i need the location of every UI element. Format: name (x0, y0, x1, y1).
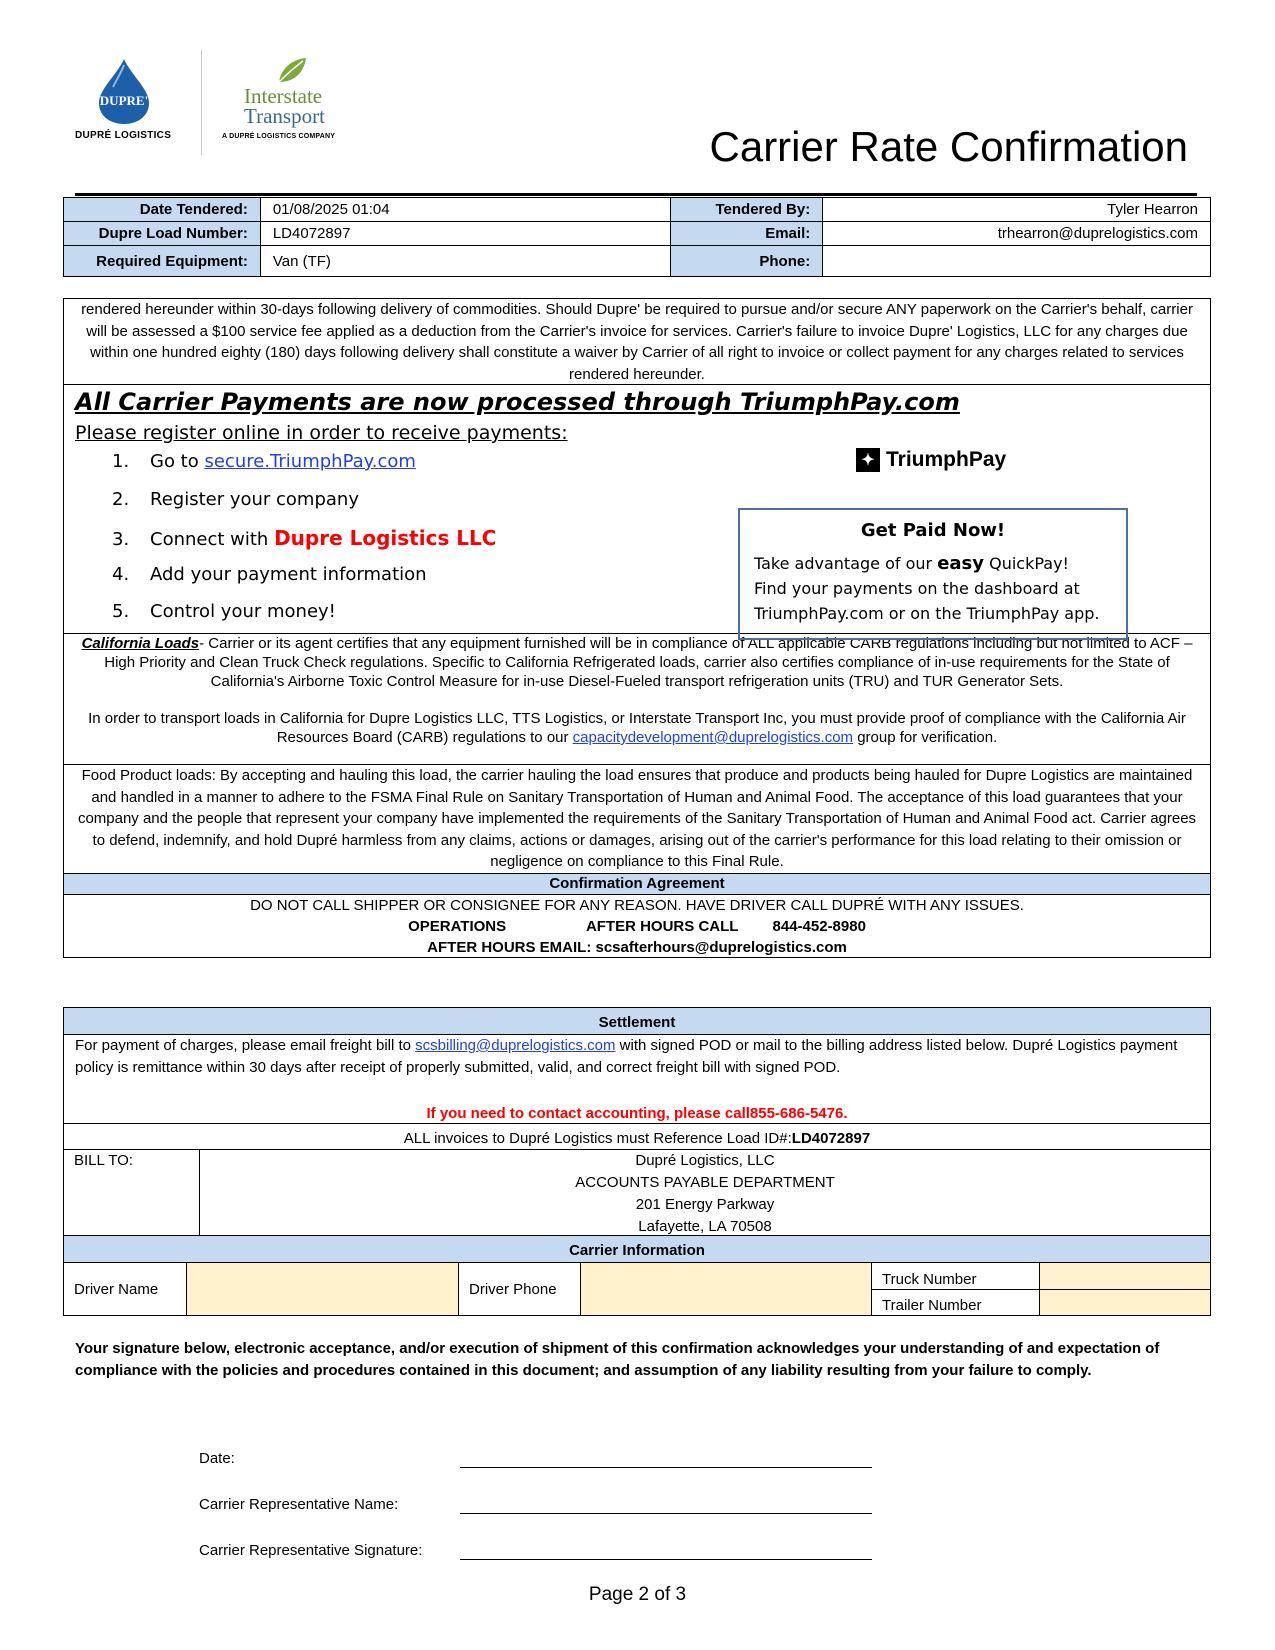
get-paid-box (738, 508, 1128, 640)
table-row (64, 222, 1211, 246)
dupre-logo-icon (95, 57, 153, 125)
load-number-label: Dupre Load Number: (64, 222, 261, 246)
date-signature-line[interactable] (460, 1467, 872, 1468)
triumphpay-heading: All Carrier Payments are now processed through TriumphPay.com (75, 388, 960, 416)
driver-phone-label: Driver Phone (459, 1263, 581, 1315)
rep-name-signature-line[interactable] (460, 1513, 872, 1514)
list-item (112, 601, 496, 639)
company-name: Dupre Logistics LLC (274, 526, 497, 550)
get-paid-line: TriumphPay.com or on the TriumphPay app. (754, 604, 1100, 623)
list-item (112, 526, 496, 564)
billing-email-link[interactable]: scsbilling@duprelogistics.com (415, 1037, 616, 1054)
triumphpay-logo (856, 448, 1006, 472)
list-item (112, 451, 496, 489)
step-text: Register your company (150, 488, 359, 510)
step-number: 5. (112, 601, 130, 622)
trailer-number-field[interactable] (1040, 1290, 1210, 1316)
get-paid-title: Get Paid Now! (860, 520, 1006, 541)
triumphpay-section (64, 385, 1210, 634)
trailer-row (872, 1290, 1210, 1316)
rep-signature-label: Carrier Representative Signature: (199, 1542, 423, 1559)
interstate-logo-line1: Interstate (244, 84, 323, 108)
date-label: Date: (199, 1450, 235, 1467)
accounting-contact: If you need to contact accounting, please call855-686-5476. (426, 1105, 848, 1122)
equipment-value: Van (TF) (260, 246, 671, 277)
triumphpay-logo-text: TriumphPay (886, 448, 1007, 471)
svg-text:DUPRE': DUPRE' (99, 93, 149, 108)
step-text: Add your payment information (150, 563, 427, 585)
page-number: Page 2 of 3 (588, 1584, 687, 1605)
triumphpay-link[interactable]: secure.TriumphPay.com (204, 451, 416, 472)
truck-number-label: Truck Number (872, 1263, 1040, 1289)
step-text: Go to (150, 451, 205, 472)
operations-label: OPERATIONS (408, 918, 507, 935)
carrier-info-header: Carrier Information (64, 1236, 1210, 1263)
tendered-by-label: Tendered By: (671, 198, 823, 222)
address-line: 201 Energy Parkway (635, 1196, 775, 1213)
list-item (112, 564, 496, 602)
california-text: group for verification. (853, 729, 998, 746)
confirmation-line: DO NOT CALL SHIPPER OR CONSIGNEE FOR ANY REASON. HAVE DRIVER CALL DUPRÉ WITH ANY ISSUES. (250, 897, 1024, 914)
phone-label: Phone: (671, 246, 823, 277)
date-tendered-value: 01/08/2025 01:04 (260, 198, 671, 222)
date-tendered-label: Date Tendered: (64, 198, 261, 222)
get-paid-line: Take advantage of our (754, 554, 938, 573)
settlement-block (63, 1007, 1211, 1316)
leaf-icon (275, 56, 309, 86)
step-number: 3. (112, 529, 130, 550)
title-rule (75, 193, 1197, 196)
invoice-reference (64, 1124, 1210, 1150)
driver-name-label: Driver Name (64, 1263, 187, 1315)
invoice-reference-text: ALL invoices to Dupré Logistics must Reference Load ID#: (403, 1130, 792, 1147)
triumphpay-subheading: Please register online in order to receive payments: (75, 422, 568, 444)
confirmation-header: Confirmation Agreement (64, 874, 1210, 895)
interstate-logo-line2: Transport (244, 104, 325, 128)
settlement-text: with signed POD or mail to the billing address listed below. Dupré Logistics payment policy is remittance within 30 days after receipt of properly submitted, valid, and correct freight bill with signed POD. (75, 1037, 1178, 1076)
list-item (112, 489, 496, 527)
table-row (64, 246, 1211, 277)
get-paid-emphasis: easy (937, 553, 985, 574)
settlement-text: For payment of charges, please email freight bill to (75, 1037, 416, 1054)
logo-divider (201, 50, 202, 155)
settlement-header: Settlement (64, 1008, 1210, 1035)
food-section: Food Product loads: By accepting and hauling this load, the carrier hauling the load ensures that produce and products being hauled for Dupre Logistics are maintained and handled in a manner to adhere to the FSMA Final Rule on Sanitary Transportation of Human and Animal Food. The acceptance of this load guarantees that your company and the people that represent your company have implemented the requirements of the Sanitary Transportation of Human and Animal Food act. Carrier agrees to defend, indemnify, and hold Dupré harmless from any claims, actions or damages, arising out of the carrier's performance for this load relating to their omission or negligence on compliance to this Final Rule. (64, 765, 1210, 874)
truck-number-field[interactable] (1040, 1263, 1210, 1289)
step-number: 2. (112, 488, 130, 510)
load-number-value: LD4072897 (260, 222, 671, 246)
capacity-email-link[interactable]: capacitydevelopment@duprelogistics.com (572, 729, 854, 746)
dupre-logo-text: DUPRÉ LOGISTICS (75, 130, 172, 141)
email-value: trhearron@duprelogistics.com (823, 222, 1211, 246)
operations-line (70, 916, 1204, 937)
payment-terms: rendered hereunder within 30-days following delivery of commodities. Should Dupre' be required to pursue and/or secure ANY paperwork on the Carrier's behalf, carrier will be assessed a $100 service fee applied as a deduction from the Carrier's invoice for services. Carrier's failure to invoice Dupre' Logistics, LLC for any charges due within one hundred eighty (180) days following delivery shall constitute a waiver by Carrier of all right to invoice or collect payment for any charges related to services rendered hereunder. (64, 299, 1210, 385)
address-line: Dupré Logistics, LLC (635, 1152, 775, 1169)
california-label: California Loads (81, 635, 200, 652)
step-number: 1. (112, 451, 130, 472)
carrier-info-row (64, 1263, 1210, 1315)
triumphpay-steps (112, 451, 496, 639)
after-hours-label: AFTER HOURS CALL (585, 918, 739, 935)
rep-name-label: Carrier Representative Name: (199, 1496, 399, 1513)
get-paid-line: Find your payments on the dashboard at (754, 579, 1080, 598)
address-line: Lafayette, LA 70508 (638, 1218, 772, 1235)
table-row (64, 198, 1211, 222)
bill-to-address (200, 1150, 1210, 1235)
truck-row (872, 1263, 1210, 1290)
after-hours-phone: 844-452-8980 (772, 918, 866, 935)
trailer-number-label: Trailer Number (872, 1290, 1040, 1316)
bill-to (64, 1150, 1210, 1236)
tendered-by-value: Tyler Hearron (823, 198, 1211, 222)
settlement-body (64, 1035, 1210, 1124)
bill-to-label: BILL TO: (64, 1150, 200, 1235)
triumphpay-logo-icon: ✦ (856, 448, 880, 472)
address-line: ACCOUNTS PAYABLE DEPARTMENT (575, 1174, 835, 1191)
signature-statement: Your signature below, electronic acceptance, and/or execution of shipment of this confirmation acknowledges your understanding of and expectation of compliance with the policies and procedures contained in this document; and assumption of any liability resulting from your failure to comply. (75, 1340, 1160, 1379)
invoice-reference-id: LD4072897 (791, 1130, 871, 1147)
step-number: 4. (112, 563, 130, 585)
driver-phone-field[interactable] (581, 1263, 872, 1315)
step-text: Connect with (150, 529, 275, 550)
california-text: In order to transport loads in California for Dupre Logistics LLC, TTS Logistics, or Interstate Transport Inc, you must provide proof of compliance with the California Air Resources Board (CARB) regulations to our (88, 710, 1186, 746)
get-paid-line: QuickPay! (984, 554, 1069, 573)
phone-value (823, 246, 1211, 277)
california-text: - Carrier or its agent certifies that any equipment furnished will be in compliance of ALL applicable CARB regulations including but not limited to ACF – High Priority and Clean Truck Check regulations. Specific to California Refrigerated loads, carrier also certifies compliance of in-use requirements for the State of California's Airborne Toxic Control Measure for in-use Diesel-Fueled transport refrigeration units (TRU) and TUR Generator Sets. (104, 635, 1193, 690)
terms-block (63, 298, 1211, 958)
truck-trailer-group (872, 1263, 1210, 1315)
rep-signature-line[interactable] (460, 1559, 872, 1560)
load-info-table (63, 197, 1211, 277)
equipment-label: Required Equipment: (64, 246, 261, 277)
page-title: Carrier Rate Confirmation (709, 123, 1188, 170)
driver-name-field[interactable] (187, 1263, 459, 1315)
confirmation-body (64, 895, 1210, 957)
get-paid-text (754, 551, 1112, 626)
email-label: Email: (671, 222, 823, 246)
after-hours-email: AFTER HOURS EMAIL: scsafterhours@duprelogistics.com (427, 939, 847, 956)
interstate-logo-subtitle: A DUPRÉ LOGISTICS COMPANY (222, 133, 336, 140)
california-section (64, 634, 1210, 765)
step-text: Control your money! (150, 601, 336, 622)
